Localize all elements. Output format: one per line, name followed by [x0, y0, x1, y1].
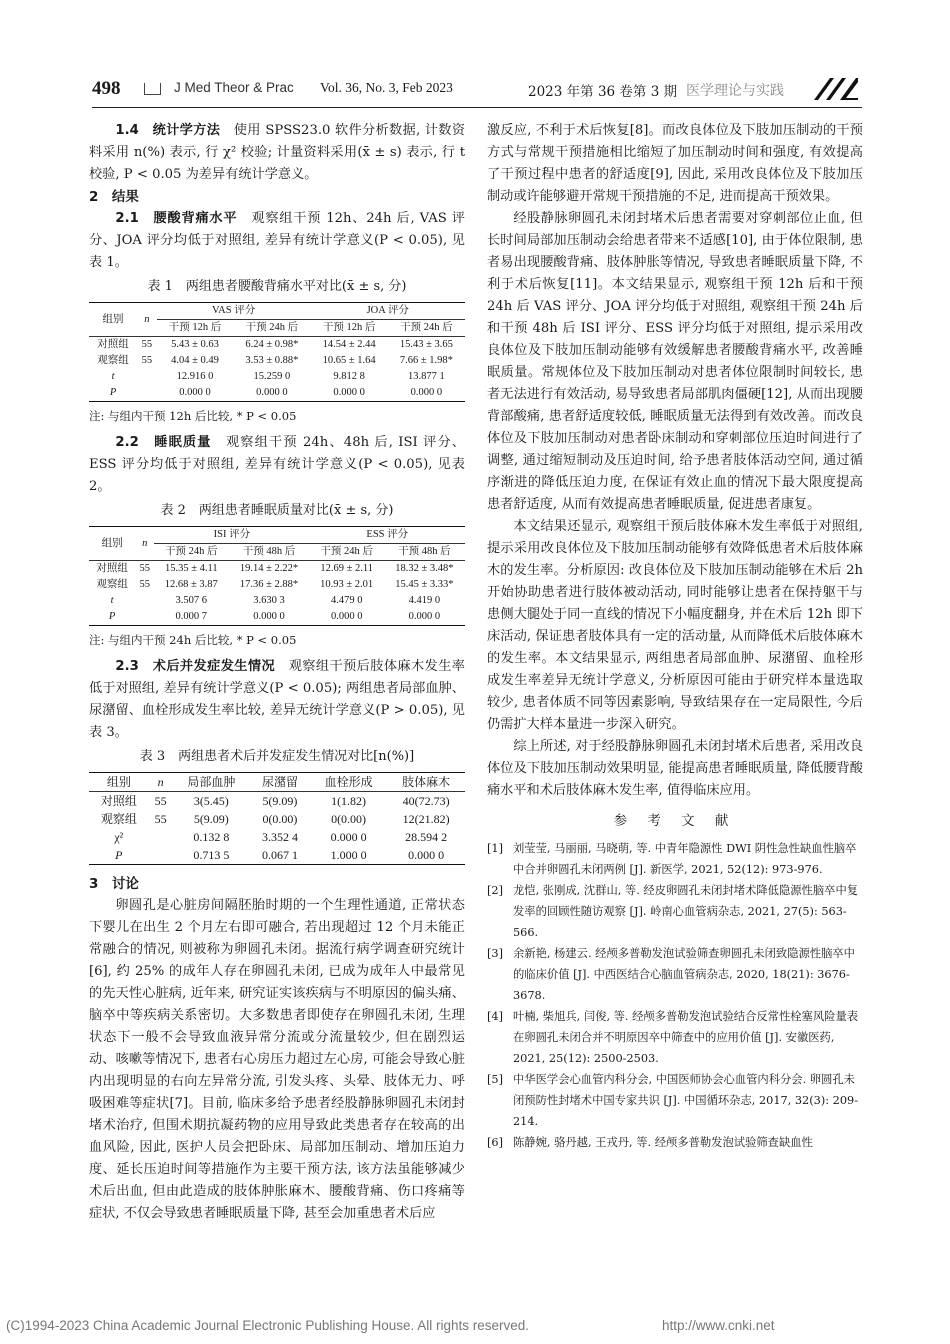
table-row: P 0.000 0 0.000 0 0.000 0 0.000 0 [89, 385, 465, 402]
table-1-note: 注: 与组内干预 12h 后比较, * P < 0.05 [89, 409, 297, 423]
journal-logo-icon [812, 76, 860, 102]
header-rule [92, 107, 862, 108]
table-1: 组别 n VAS 评分 JOA 评分 干预 12h 后 干预 24h 后 干预 12h 后 干预 24h 后 对照组 55 5.43 ± 0.63 6.24 ± 0.98* 14.54 ± 2.44 15.43 ± 3.65 观察组 55 4.04 ± 0.49 3.53 ± 0.88* 10.65 ± 1.64 7.66 ± 1.98* t 12.916 0 15.259 0 9.812 8 13.877 1 P 0.000 0 0.000 0 0.000 0 0.000 0 [89, 302, 465, 402]
reference-item: [3] 余新艳, 杨建云. 经颅多普勒发泡试验筛查卵圆孔未闭致隐源性脑卒中的临床价值 [J]. 中西医结合心脑血管病杂志, 2020, 18(21): 3676-3678. [487, 947, 855, 1002]
reference-item: [6] 陈静婉, 骆丹越, 王戎丹, 等. 经颅多普勒发泡试验筛查缺血性 [487, 1136, 813, 1149]
journal-name-cn: 医学理论与实践 [686, 83, 784, 99]
table-row: 对照组 55 15.35 ± 4.11 19.14 ± 2.22* 12.69 ± 2.11 18.32 ± 3.48* [96, 563, 454, 574]
conclusion-paragraph: 综上所述, 对于经股静脉卵圆孔未闭封堵术后患者, 采用改良体位及下肢加压制动效果明显, 能提高患者睡眠质量, 降低腰背酸痛水平和术后肢体麻木发生率, 值得临床应用。 [487, 739, 863, 798]
header-box-icon [144, 83, 161, 95]
table-row: P 0.713 5 0.067 1 1.000 0 0.000 0 [89, 846, 465, 865]
table-row: 观察组 55 5(9.09) 0(0.00) 0(0.00) 12(21.82) [100, 812, 450, 826]
left-column [89, 120, 465, 1225]
journal-name-en: J Med Theor & Prac [174, 80, 294, 95]
cnki-link[interactable]: http://www.cnki.net [662, 1318, 775, 1333]
references-title: 参 考 文 献 [613, 813, 737, 829]
discussion-paragraph-3: 经股静脉卵圆孔未闭封堵术后患者需要对穿刺部位止血, 但长时间局部加压制动会给患者带来不适感[10], 由于体位限制, 患者易出现腰酸背痛、肢体肿胀等情况, 导致患者睡眠质量下降, 不利于术后恢复[11]。本文结果显示, 观察组干预 12h 后和干预 24h 后 VAS 评分、JOA 评分均低于对照组, 观察组干预 24h 后和干预 48h 后 ISI 评分、ESS 评分均低于对照组, 提示采用改良体位及下肢加压制动能够有效缓解患者腰酸背痛水平, 改善睡眠质量。常规体位及下肢加压制动对患者体位限制时间较长, 患者无法进行有效活动, 易导致患者局部肌肉僵硬[12], 从而出现腰背部酸痛, 患者舒适度较低, 睡眠质量无法得到有效改善。而改良体位及下肢加压制动对患者卧床制动和穿刺部位压迫时间进行了调整, 通过缩短制动及压迫时间, 给予患者肢体活动空间, 通过循序渐进的降低压迫力度, 在保证有效止血的情况下最大限度提高患者舒适度, 从而有效提高患者睡眠质量, 促进患者康复。 [487, 211, 863, 512]
copyright-text: (C)1994-2023 China Academic Journal Electronic Publishing House. All rights reserved. [6, 1318, 530, 1333]
reference-item: [4] 叶楠, 柴旭兵, 闫俊, 等. 经颅多普勒发泡试验结合反常性栓塞风险量表在卵圆孔未闭合并不明原因卒中筛查中的应用价值 [J]. 安徽医药, 2021, 25(12): 2500-2503. [487, 1010, 859, 1065]
table-2: 组别 n ISI 评分 ESS 评分 干预 24h 后 干预 48h 后 干预 24h 后 干预 48h 后 对照组 55 15.35 ± 4.11 19.14 ± 2.22* 12.69 ± 2.11 18.32 ± 3.48* 观察组 55 12.68 ± 3.87 17.36 ± 2.88* 10.93 ± 2.01 15.45 ± 3.33* t 3.507 6 3.630 3 4.479 0 4.419 0 P 0.000 7 0.000 0 0.000 0 0.000 0 [89, 526, 465, 626]
reference-item: [1] 刘莹莹, 马丽丽, 马晓萌, 等. 中青年隐源性 DWI 阴性急性缺血性脑卒中合并卵圆孔未闭两例 [J]. 新医学, 2021, 52(12): 973-976. [487, 842, 857, 876]
volume-cn: 2023 年第 36 卷第 3 期 [528, 84, 678, 100]
discussion-paragraph-1: 卵圆孔是心脏房间隔胚胎时期的一个生理性通道, 正常状态下婴儿在出生 2 个月左右即可融合, 若出现超过 12 个月未能正常融合的情况, 则被称为卵圆孔未闭。据流行病学调查研究统计[6], 约 25% 的成年人存在卵圆孔未闭, 已成为成年人中最常见的先天性心脏病, 近年来, 研究证实该疾病与不明原因的偏头痛、脑卒中等疾病关系密切。大多数患者即使存在卵圆孔未闭, 生理状态下一般不会导致血液异常分流或分流量较少, 但在剧烈运动、咳嗽等情况下, 患者右心房压力超过左心房, 可能会导致心脏内出现明显的右向左异常分流, 引发头疼、头晕、肢体无力、呼吸困难等症状[7]。目前, 临床多给予患者经股静脉卵圆孔未闭封堵术治疗, 但围术期抗凝药物的应用导致此类患者存在较高的出血风险, 因此, 医护人员会把卧床、局部加压制动、增加压迫力度、延长压迫时间等措施作为主要干预方法, 该方法虽能够减少术后出血, 但由此造成的肢体肿胀麻木、腰酸背痛、伤口疼痛等症状, 不仅会导致患者睡眠质量下降, 甚至会加重患者术后应 [89, 898, 465, 1221]
right-column [487, 120, 863, 1153]
volume-en: Vol. 36, No. 3, Feb 2023 [320, 80, 453, 95]
section-2-title: 2 结果 [89, 189, 139, 205]
table-row: t 3.507 6 3.630 3 4.479 0 4.419 0 [110, 595, 441, 606]
section-2-3: 2.3 术后并发症发生情况 观察组干预后肢体麻木发生率低于对照组, 差异有统计学意义(P < 0.05); 两组患者局部血肿、尿潴留、血栓形成发生率比较, 差异无统计学意义(P > 0.05), 见表 3。 [89, 659, 465, 740]
table-1-caption: 表 1 两组患者腰酸背痛水平对比(x̄ ± s, 分) [147, 279, 407, 294]
section-1-4: 1.4 统计学方法 使用 SPSS23.0 软件分析数据, 计数资料采用 n(%) 表示, 行 χ² 校验; 计量资料采用(x̄ ± s) 表示, 行 t 校验, P < 0.05 为差异有统计学意义。 [89, 123, 466, 182]
page-header [92, 74, 862, 104]
table-3: 组别 n 局部血肿 尿潴留 血栓形成 肢体麻木 对照组 55 3(5.45) 5(9.09) 1(1.82) 40(72.73) 观察组 55 5(9.09) 0(0.00) 0(0.00) 12(21.82) χ² 0.132 8 3.352 4 0.000 0 28.594 2 P 0.713 5 0.067 1 1.000 0 0.000 0 [89, 772, 465, 865]
reference-item: [5] 中华医学会心血管内科分会, 中国医师协会心血管内科分会. 卵圆孔未闭预防性封堵术中国专家共识 [J]. 中国循环杂志, 2017, 32(3): 209-214. [487, 1073, 859, 1128]
table-row: 观察组 55 4.04 ± 0.49 3.53 ± 0.88* 10.65 ± 1.64 7.66 ± 1.98* [97, 355, 453, 366]
discussion-paragraph-4: 本文结果还显示, 观察组干预后肢体麻木发生率低于对照组, 提示采用改良体位及下肢加压制动能够有效降低患者术后肢体麻木的发生率。分析原因: 改良体位及下肢加压制动能够在术后 2h 开始协助患者进行肢体被动活动, 同时能够让患者在保持躯干与患侧大腿处于同一直线的情况下小幅度翻身, 并在术后 12h 即下床活动, 保证患者肢体具有一定的活动量, 从而降低术后肢体麻木的发生率。本文结果显示, 两组患者局部血肿、尿潴留、血栓形成发生率差异无统计学意义, 分析原因可能由于研究样本量选取较少, 患者体质不同等因素影响, 导致结果存在一定局限性, 今后仍需扩大样本量进一步深入研究。 [487, 519, 863, 732]
table-row: t 12.916 0 15.259 0 9.812 8 13.877 1 [111, 371, 445, 382]
page-footer [6, 1318, 946, 1333]
discussion-paragraph-2: 激反应, 不利于术后恢复[8]。而改良体位及下肢加压制动的干预方式与常规干预措施相比缩短了加压制动时间和强度, 有效提高了干预过程中患者的舒适度[9], 因此, 采用改良体位及下肢加压制动或许能够避开常规干预措施的不足, 进而提高干预效果。 [487, 123, 863, 204]
table-3-caption: 表 3 两组患者术后并发症发生情况对比[n(%)] [139, 749, 415, 764]
section-2-1: 2.1 腰酸背痛水平 观察组干预 12h、24h 后, VAS 评分、JOA 评分均低于对照组, 差异有统计学意义(P < 0.05), 见表 1。 [89, 211, 465, 270]
section-3-title: 3 讨论 [89, 876, 139, 892]
reference-list [487, 838, 863, 1153]
section-2-2: 2.2 睡眠质量 观察组干预 24h、48h 后, ISI 评分、ESS 评分均低于对照组, 差异有统计学意义(P < 0.05), 见表 2。 [89, 435, 465, 494]
table-row: 对照组 55 5.43 ± 0.63 6.24 ± 0.98* 14.54 ± 2.44 15.43 ± 3.65 [97, 339, 453, 350]
page-number: 498 [92, 78, 121, 99]
table-row: χ² 0.132 8 3.352 4 0.000 0 28.594 2 [114, 830, 448, 844]
table-2-caption: 表 2 两组患者睡眠质量对比(x̄ ± s, 分) [160, 503, 394, 518]
reference-item: [2] 龙恺, 张刚成, 沈群山, 等. 经皮卵圆孔未闭封堵术降低隐源性脑卒中复发率的回顾性随访观察 [J]. 岭南心血管病杂志, 2021, 27(5): 563-566. [487, 884, 859, 939]
table-row: P 0.000 7 0.000 0 0.000 0 0.000 0 [89, 609, 465, 626]
table-2-note: 注: 与组内干预 24h 后比较, * P < 0.05 [89, 633, 297, 647]
table-row: 对照组 55 3(5.45) 5(9.09) 1(1.82) 40(72.73) [100, 794, 450, 808]
table-row: 观察组 55 12.68 ± 3.87 17.36 ± 2.88* 10.93 ± 2.01 15.45 ± 3.33* [96, 579, 454, 590]
